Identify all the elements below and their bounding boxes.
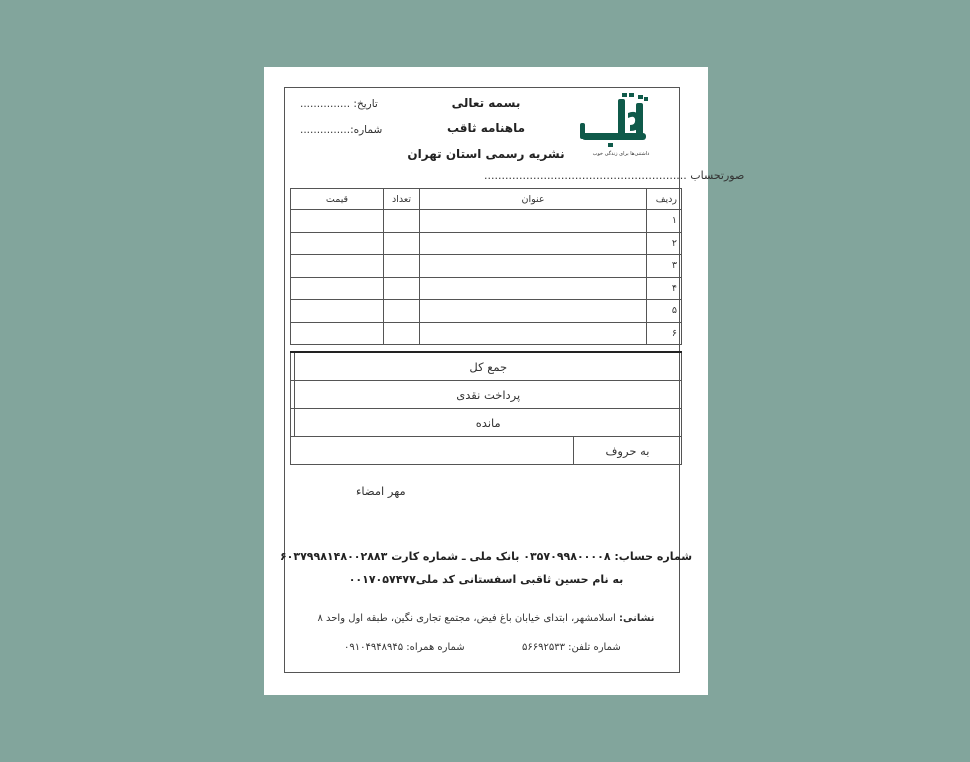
table-row: [291, 232, 682, 255]
number-field: شماره:...............: [300, 124, 383, 136]
in-words-label: به حروف: [574, 437, 682, 465]
total-row: [291, 352, 682, 381]
account-holder-line: به نام حسین ثاقبی اسفستانی کد ملی۰۰۱۷۰۵۷۴۷۷: [348, 573, 624, 586]
date-field: تاریخ: ...............: [300, 98, 378, 110]
header-magazine: ماهنامه ثاقب: [446, 121, 526, 135]
row-title-cell[interactable]: [420, 322, 647, 345]
row-price-cell[interactable]: [291, 255, 384, 278]
remaining-value-cell[interactable]: [291, 409, 295, 437]
col-header-qty: تعداد: [384, 189, 420, 210]
row-title-cell[interactable]: [420, 232, 647, 255]
address-line: [264, 613, 708, 624]
invoice-title: صورتحساب ..........................................................: [484, 169, 745, 182]
row-qty-cell[interactable]: [384, 232, 420, 255]
row-number: ۵: [647, 300, 682, 323]
col-header-row: ردیف: [647, 189, 682, 210]
address-label: نشانی:: [618, 613, 655, 624]
mobile-number: شماره همراه: ۰۹۱۰۴۹۴۸۹۴۵: [344, 642, 465, 653]
row-price-cell[interactable]: [291, 232, 384, 255]
in-words-value-cell[interactable]: [291, 437, 574, 465]
total-label: جمع کل: [295, 352, 682, 381]
logo-mark: [578, 93, 664, 151]
table-row: [291, 210, 682, 233]
row-number: ۲: [647, 232, 682, 255]
logo-tagline: داشتنی‌ها برای زندگی خوب: [592, 151, 650, 157]
row-title-cell[interactable]: [420, 277, 647, 300]
total-value-cell[interactable]: [291, 352, 295, 381]
row-price-cell[interactable]: [291, 277, 384, 300]
row-title-cell[interactable]: [420, 210, 647, 233]
signature-label: مهر امضاء: [356, 484, 406, 498]
row-qty-cell[interactable]: [384, 255, 420, 278]
row-qty-cell[interactable]: [384, 210, 420, 233]
col-header-title: عنوان: [420, 189, 647, 210]
row-qty-cell[interactable]: [384, 277, 420, 300]
invoice-paper: [264, 67, 745, 695]
row-qty-cell[interactable]: [384, 322, 420, 345]
items-table: [290, 188, 682, 345]
table-row: [291, 277, 682, 300]
phone-number: شماره تلفن: ۵۶۶۹۲۵۳۳: [522, 642, 621, 653]
row-qty-cell[interactable]: [384, 300, 420, 323]
row-title-cell[interactable]: [420, 255, 647, 278]
address-value: اسلامشهر، ابتدای خیابان باغ فیض، مجتمع تجاری نگین، طبقه اول واحد ۸: [317, 613, 619, 624]
row-number: ۱: [647, 210, 682, 233]
table-header-row: [291, 189, 682, 210]
words-row: [291, 437, 682, 465]
remaining-row: [291, 409, 682, 437]
bank-account-line: شماره حساب: ۰۳۵۷۰۹۹۸۰۰۰۰۸ بانک ملی ـ شماره کارت ۶۰۳۷۹۹۸۱۴۸۰۰۲۸۸۳: [279, 550, 693, 563]
remaining-label: مانده: [295, 409, 682, 437]
row-title-cell[interactable]: [420, 300, 647, 323]
row-price-cell[interactable]: [291, 210, 384, 233]
table-row: [291, 300, 682, 323]
row-number: ۶: [647, 322, 682, 345]
table-row: [291, 255, 682, 278]
header-basmala: بسمه تعالی: [451, 96, 521, 110]
row-number: ۴: [647, 277, 682, 300]
cash-label: پرداخت نقدی: [295, 381, 682, 409]
row-number: ۳: [647, 255, 682, 278]
table-row: [291, 322, 682, 345]
saqeb-logo: [578, 93, 664, 163]
row-price-cell[interactable]: [291, 300, 384, 323]
row-price-cell[interactable]: [291, 322, 384, 345]
header-subtitle: نشریه رسمی استان تهران: [407, 147, 565, 161]
col-header-price: قیمت: [291, 189, 384, 210]
cash-value-cell[interactable]: [291, 381, 295, 409]
cash-row: [291, 381, 682, 409]
totals-table: [290, 351, 682, 465]
